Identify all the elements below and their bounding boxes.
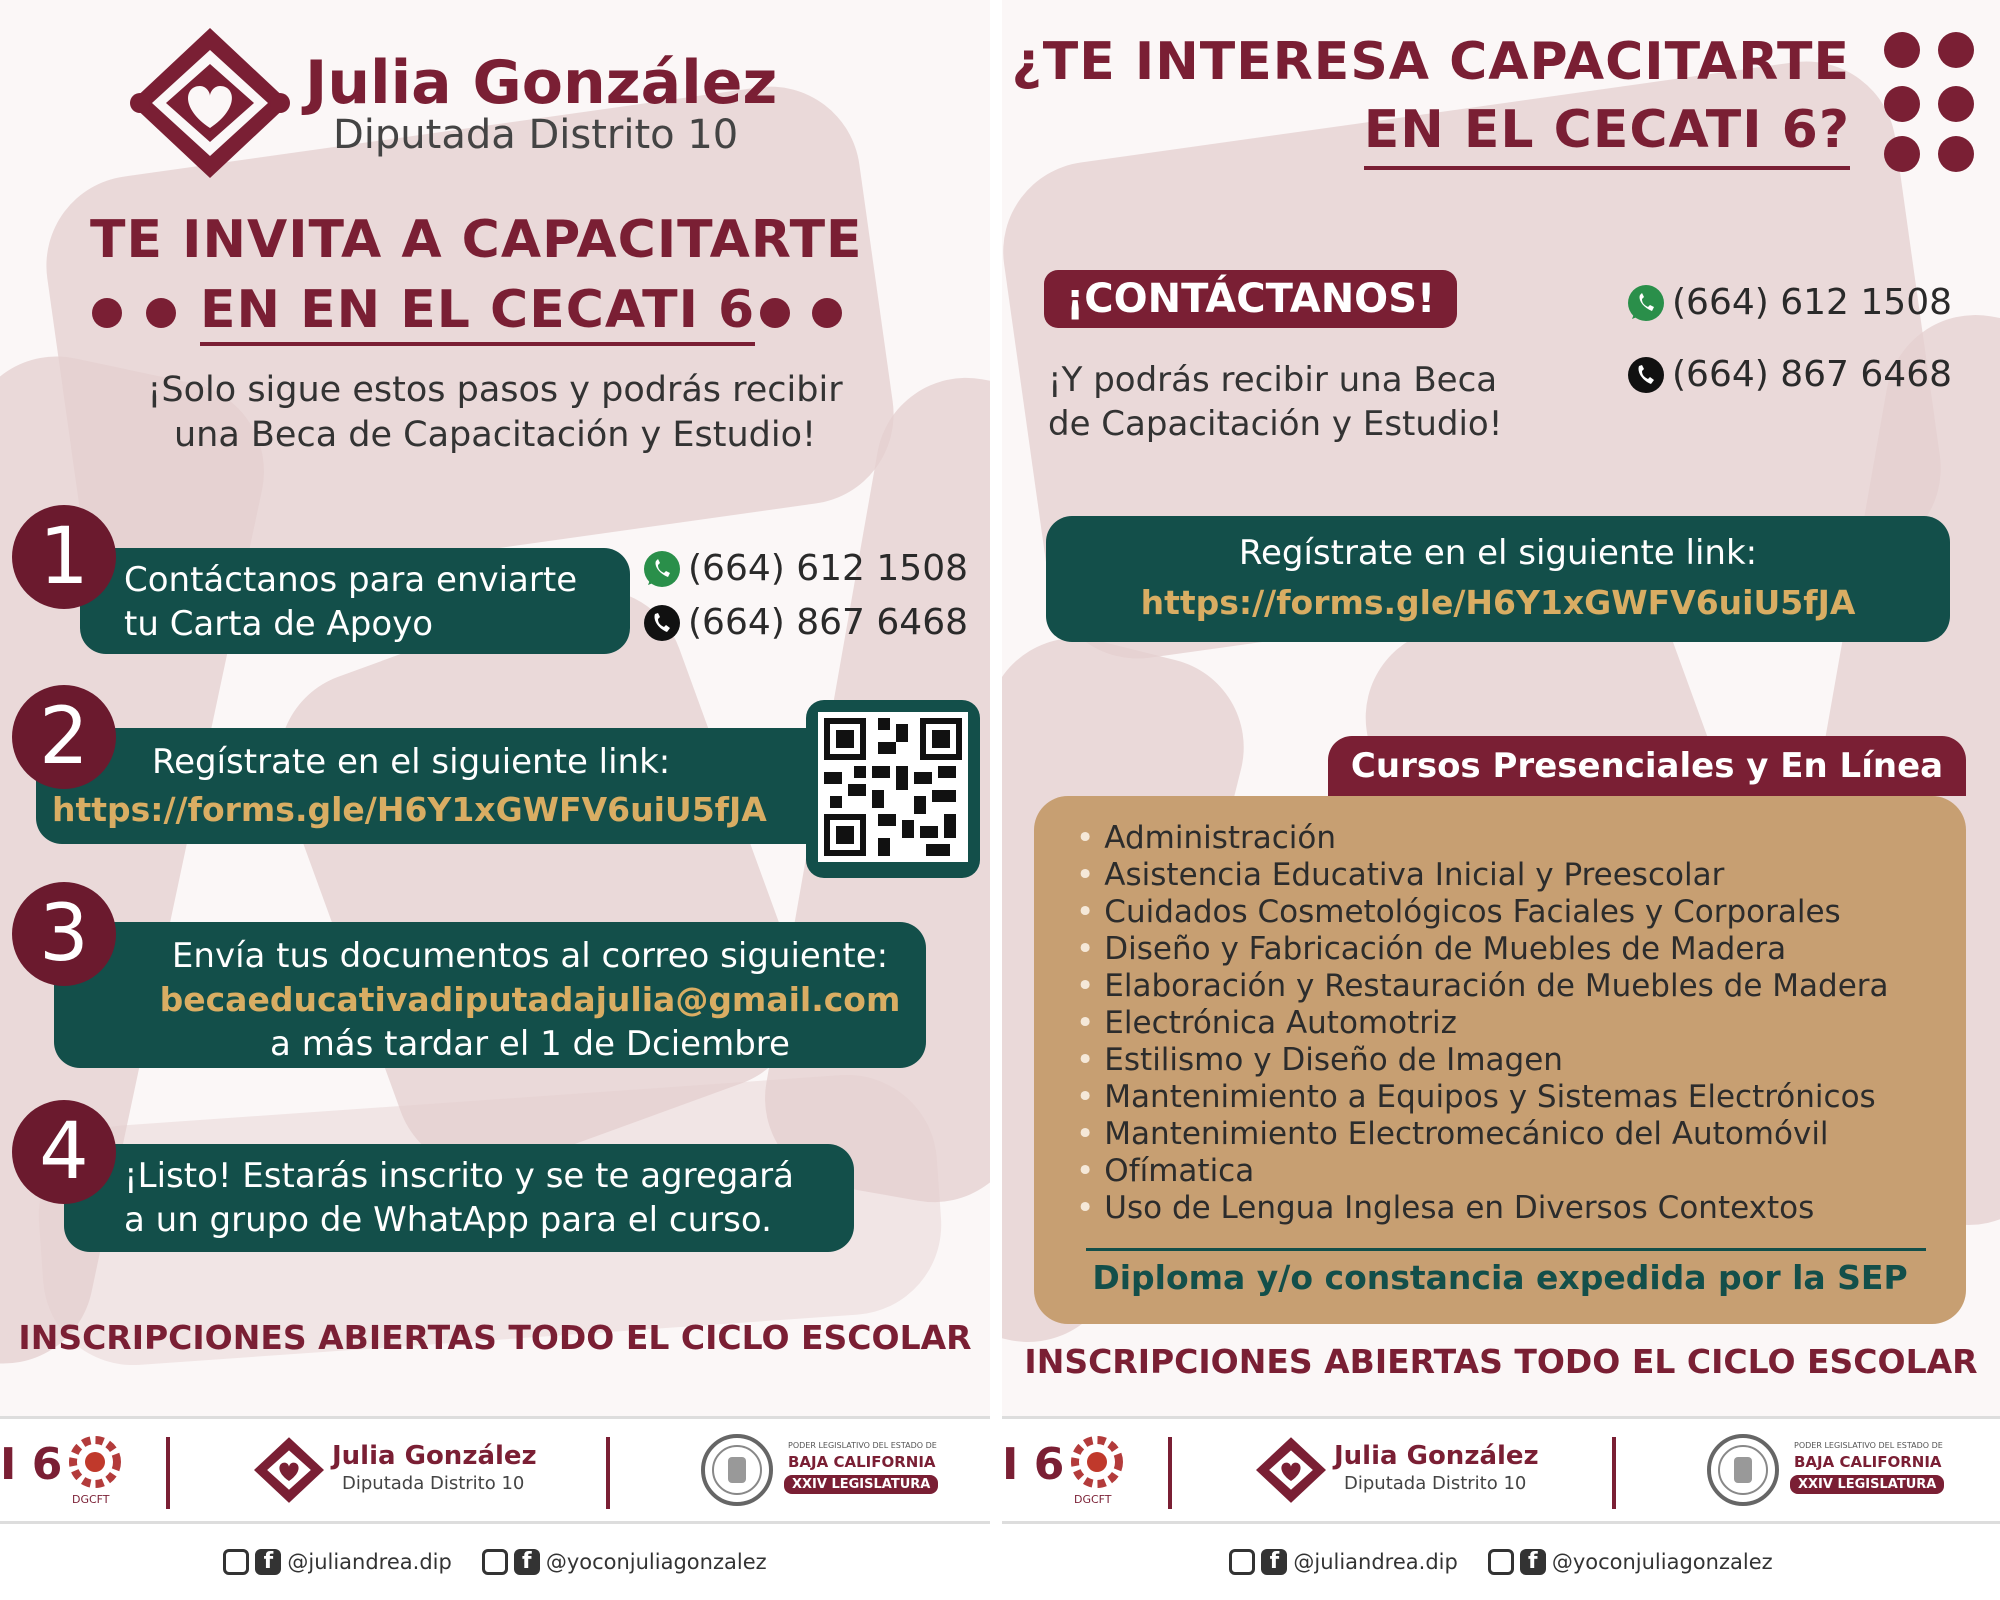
intro-text xyxy=(1048,358,1502,446)
course-item: • Ofímatica xyxy=(1076,1153,1889,1190)
facebook-icon: f xyxy=(1520,1549,1546,1575)
course-item: • Mantenimiento Electromecánico del Automóvil xyxy=(1076,1116,1889,1153)
social-links xyxy=(0,1524,990,1600)
email-link[interactable]: becaeducativadiputadajulia@gmail.com xyxy=(159,980,901,1019)
courses-list xyxy=(1076,820,1889,1227)
phone-whatsapp[interactable] xyxy=(642,548,968,589)
social-handle-1: @juliandrea.dip xyxy=(1293,1550,1458,1574)
step-4-line1: ¡Listo! Estarás inscrito y se te agregará xyxy=(124,1156,794,1196)
enrollment-banner: INSCRIPCIONES ABIERTAS TODO EL CICLO ESCOLAR xyxy=(18,1318,972,1357)
intro-line2: una Beca de Capacitación y Estudio! xyxy=(173,415,817,455)
course-item: • Asistencia Educativa Inicial y Preescolar xyxy=(1076,857,1889,894)
social-group-1[interactable] xyxy=(223,1549,451,1575)
cecati-gear-icon xyxy=(64,1431,126,1493)
cecati-label: I 6 xyxy=(1002,1439,1065,1490)
step-3-line3: a más tardar el 1 de Dciembre xyxy=(270,1024,790,1064)
footer-divider xyxy=(166,1437,170,1509)
legislature-seal-icon xyxy=(1706,1433,1780,1507)
step-1-box xyxy=(80,548,630,654)
social-handle-2: @yoconjuliagonzalez xyxy=(1551,1550,1773,1574)
course-item: • Estilismo y Diseño de Imagen xyxy=(1076,1042,1889,1079)
cecati-label: I 6 xyxy=(0,1439,63,1490)
footer-divider xyxy=(1168,1437,1172,1509)
course-item: • Mantenimiento a Equipos y Sistemas Electrónicos xyxy=(1076,1079,1889,1116)
social-handle-1: @juliandrea.dip xyxy=(287,1550,452,1574)
footer-logos xyxy=(1002,1416,2000,1524)
register-label: Regístrate en el siguiente link: xyxy=(1238,533,1758,573)
step-1-line1: Contáctanos para enviarte xyxy=(124,560,578,600)
legislature-top: PODER LEGISLATIVO DEL ESTADO DE xyxy=(788,1441,937,1450)
footer-logos xyxy=(0,1416,990,1524)
register-link[interactable]: https://forms.gle/H6Y1xGWFV6uiU5fJA xyxy=(1140,583,1856,622)
julia-gonzalez-logo-icon xyxy=(130,28,290,178)
qr-code-icon xyxy=(818,712,968,862)
diploma-note: Diploma y/o constancia expedida por la SEP xyxy=(1092,1258,1908,1297)
step-4-line2: a un grupo de WhatApp para el curso. xyxy=(124,1200,772,1240)
step-number-2: 2 xyxy=(12,685,116,789)
courses-header: Cursos Presenciales y En Línea xyxy=(1328,736,1966,796)
facebook-icon: f xyxy=(514,1549,540,1575)
phone-whatsapp[interactable] xyxy=(1626,282,1952,323)
legislature-number: XXIV LEGISLATURA xyxy=(784,1475,938,1494)
decor-dot xyxy=(812,298,842,328)
step-1-line2: tu Carta de Apoyo xyxy=(124,604,434,644)
contact-badge: ¡CONTÁCTANOS! xyxy=(1044,270,1457,328)
dgcft-label: DGCFT xyxy=(1074,1493,1112,1506)
phone-call-number: (664) 867 6468 xyxy=(1672,354,1953,395)
step-number-4: 4 xyxy=(12,1100,116,1204)
step-3-box xyxy=(54,922,926,1068)
step-2-box xyxy=(36,728,836,844)
instagram-icon xyxy=(1488,1549,1514,1575)
social-group-2[interactable] xyxy=(482,1549,767,1575)
phone-icon xyxy=(642,603,682,643)
page-title-line1: TE INVITA A CAPACITARTE xyxy=(90,210,863,270)
intro-text xyxy=(0,368,990,458)
step-number-3: 3 xyxy=(12,882,116,986)
phone-call[interactable] xyxy=(642,602,968,643)
decor-dot xyxy=(146,298,176,328)
page-title-line1: ¿TE INTERESA CAPACITARTE xyxy=(1011,32,1850,92)
brand-subtitle: Diputada Distrito 10 xyxy=(333,112,739,158)
decor-dot xyxy=(1884,86,1920,122)
legislature-number: XXIV LEGISLATURA xyxy=(1790,1475,1944,1494)
whatsapp-icon xyxy=(642,549,682,589)
footer-divider xyxy=(606,1437,610,1509)
social-group-2[interactable] xyxy=(1488,1549,1773,1575)
legislature-state: BAJA CALIFORNIA xyxy=(788,1453,936,1471)
intro-line1: ¡Solo sigue estos pasos y podrás recibir xyxy=(147,370,843,410)
decor-dot xyxy=(1938,32,1974,68)
footer-divider xyxy=(1612,1437,1616,1509)
decor-dot xyxy=(1938,86,1974,122)
decor-dot xyxy=(1884,136,1920,172)
phone-whatsapp-number: (664) 612 1508 xyxy=(1672,282,1953,323)
step-number-1: 1 xyxy=(12,505,116,609)
facebook-icon: f xyxy=(1261,1549,1287,1575)
page-title-line2: EN EL CECATI 6? xyxy=(1364,100,1850,170)
phone-call[interactable] xyxy=(1626,354,1952,395)
course-item: • Diseño y Fabricación de Muebles de Madera xyxy=(1076,931,1889,968)
facebook-icon: f xyxy=(255,1549,281,1575)
social-group-1[interactable] xyxy=(1229,1549,1457,1575)
course-item: • Elaboración y Restauración de Muebles de Madera xyxy=(1076,968,1889,1005)
whatsapp-icon xyxy=(1626,283,1666,323)
step-2-line1: Regístrate en el siguiente link: xyxy=(152,742,671,782)
phone-whatsapp-number: (664) 612 1508 xyxy=(688,548,969,589)
instagram-icon xyxy=(1229,1549,1255,1575)
right-flyer xyxy=(1002,0,2000,1600)
decor-dot xyxy=(1938,136,1974,172)
footer-brand-subtitle: Diputada Distrito 10 xyxy=(342,1473,525,1494)
brand-name: Julia González xyxy=(305,48,778,118)
social-links xyxy=(1002,1524,2000,1600)
course-item: • Administración xyxy=(1076,820,1889,857)
legislature-top: PODER LEGISLATIVO DEL ESTADO DE xyxy=(1794,1441,1943,1450)
phone-icon xyxy=(1626,355,1666,395)
instagram-icon xyxy=(482,1549,508,1575)
intro-line1: ¡Y podrás recibir una Beca xyxy=(1048,360,1498,400)
course-item: • Uso de Lengua Inglesa en Diversos Contextos xyxy=(1076,1190,1889,1227)
step-3-line1: Envía tus documentos al correo siguiente: xyxy=(171,936,889,976)
decor-dot xyxy=(1884,32,1920,68)
social-handle-2: @yoconjuliagonzalez xyxy=(545,1550,767,1574)
footer-brand-name: Julia González xyxy=(332,1441,537,1471)
intro-line2: de Capacitación y Estudio! xyxy=(1048,404,1503,444)
qr-code[interactable] xyxy=(806,700,980,878)
legislature-state: BAJA CALIFORNIA xyxy=(1794,1453,1942,1471)
footer-brand-name: Julia González xyxy=(1334,1441,1539,1471)
left-flyer xyxy=(0,0,990,1600)
dgcft-label: DGCFT xyxy=(72,1493,110,1506)
julia-gonzalez-logo-icon xyxy=(1256,1435,1326,1505)
courses-box xyxy=(1034,796,1966,1324)
register-link[interactable]: https://forms.gle/H6Y1xGWFV6uiU5fJA xyxy=(52,790,767,829)
julia-gonzalez-logo-icon xyxy=(254,1435,324,1505)
step-4-box xyxy=(64,1144,854,1252)
legislature-seal-icon xyxy=(700,1433,774,1507)
register-box xyxy=(1046,516,1950,642)
enrollment-banner: INSCRIPCIONES ABIERTAS TODO EL CICLO ESCOLAR xyxy=(1024,1342,1978,1381)
decor-dot xyxy=(92,298,122,328)
cecati-gear-icon xyxy=(1066,1431,1128,1493)
course-item: • Cuidados Cosmetológicos Faciales y Corporales xyxy=(1076,894,1889,931)
footer-brand-subtitle: Diputada Distrito 10 xyxy=(1344,1473,1527,1494)
course-item: • Electrónica Automotriz xyxy=(1076,1005,1889,1042)
diploma-divider xyxy=(1086,1248,1926,1251)
decor-dot xyxy=(760,298,790,328)
page-title-line2: EN EN EL CECATI 6 xyxy=(200,280,755,346)
instagram-icon xyxy=(223,1549,249,1575)
panel-gap xyxy=(990,0,1002,1600)
phone-call-number: (664) 867 6468 xyxy=(688,602,969,643)
